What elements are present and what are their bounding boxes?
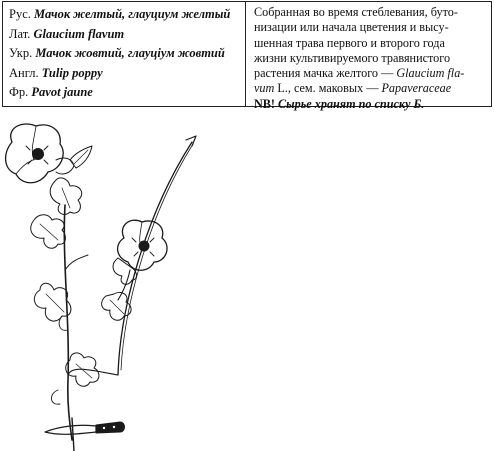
- lang-label: Укр.: [9, 46, 33, 60]
- description-text: растения мачка желтого —: [254, 66, 397, 81]
- name-row-eng: [9, 64, 245, 84]
- plant-name: Мачок желтый, глауциум желтый: [34, 7, 231, 21]
- lang-label: Лат.: [9, 26, 31, 41]
- seed-pod: [118, 142, 192, 375]
- knife-icon: [45, 422, 125, 434]
- description-column: [246, 2, 491, 111]
- description-line: жизни культивируемого травянистого: [254, 50, 451, 65]
- nb-note: [254, 97, 487, 112]
- plant-illustration: [0, 120, 260, 451]
- description-line: шенная трава первого и второго года: [254, 35, 445, 50]
- description-line: низации или начала цветения и высу-: [254, 20, 449, 35]
- name-row-ukr: [9, 44, 245, 64]
- lang-label: Англ.: [9, 65, 39, 80]
- latin-name: vum: [254, 81, 275, 96]
- plant-name: Мачок жовтий, глауцiум жовтий: [35, 46, 225, 60]
- description-line: [254, 81, 487, 96]
- lang-label: Рус.: [9, 7, 31, 21]
- name-row-fr: [9, 83, 245, 103]
- info-table: [2, 1, 492, 111]
- flower-top-left: [6, 124, 74, 183]
- name-row-ru: [9, 5, 245, 25]
- name-row-lat: [9, 25, 245, 45]
- nb-label: NB!: [254, 96, 275, 111]
- description-line: [254, 66, 487, 81]
- leaf: [51, 390, 60, 404]
- plant-name: Pavot jaune: [31, 85, 93, 99]
- lang-label: Фр.: [9, 85, 29, 99]
- leaf: [113, 258, 136, 284]
- leaf: [50, 178, 81, 214]
- plant-name: Tulip poppy: [41, 65, 103, 80]
- nb-text: Сырье хранят по списку Б.: [275, 96, 425, 111]
- family-name: Papaveraceae: [381, 81, 452, 96]
- latin-name: Glaucium fla-: [396, 66, 465, 81]
- plant-name: Glaucium flavum: [33, 26, 125, 41]
- description-line: Собранная во время стеблевания, буто-: [254, 5, 458, 19]
- names-column: [3, 2, 246, 106]
- description-text: L., сем. маковых —: [274, 81, 382, 96]
